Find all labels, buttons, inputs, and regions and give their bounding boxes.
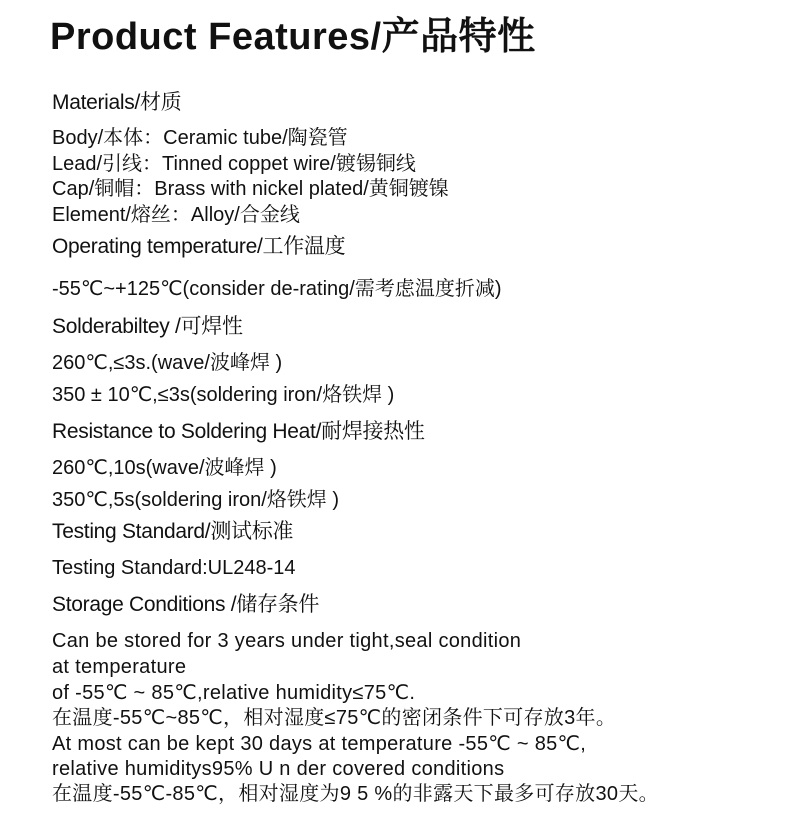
solderability-heading: Solderabiltey /可焊性 (52, 315, 243, 338)
resistance-heading: Resistance to Soldering Heat/耐焊接热性 (52, 420, 425, 443)
storage-line: of -55℃ ~ 85℃,relative humidity≤75℃. (52, 682, 416, 704)
page-title: Product Features/产品特性 (50, 16, 536, 58)
operating-temperature-text: -55℃~+125℃(consider de-rating/需考虑温度折减) (52, 278, 502, 300)
testing-standard-heading: Testing Standard/测试标准 (52, 520, 294, 543)
solderability-iron: 350 ± 10℃,≤3s(soldering iron/烙铁焊 ) (52, 384, 395, 406)
materials-item-cap: Cap/铜帽：Brass with nickel plated/黄铜镀镍 (52, 178, 449, 200)
storage-line: At most can be kept 30 days at temperature -55℃ ~ 85℃, (52, 733, 587, 755)
materials-heading: Materials/材质 (52, 91, 182, 114)
storage-line: Can be stored for 3 years under tight,seal condition (52, 630, 522, 652)
materials-item-lead: Lead/引线：Tinned coppet wire/镀锡铜线 (52, 153, 416, 175)
storage-line: at temperature (52, 656, 187, 678)
storage-line: relative humiditys95% U n der covered conditions (52, 758, 505, 780)
resistance-iron: 350℃,5s(soldering iron/烙铁焊 ) (52, 489, 340, 511)
materials-item-body: Body/本体：Ceramic tube/陶瓷管 (52, 127, 348, 149)
storage-line: 在温度-55℃-85℃，相对湿度为9 5 %的非露天下最多可存放30天。 (52, 783, 659, 805)
resistance-wave: 260℃,10s(wave/波峰焊 ) (52, 457, 277, 479)
storage-line: 在温度-55℃~85℃，相对湿度≤75℃的密闭条件下可存放3年。 (52, 707, 617, 729)
testing-standard-text: Testing Standard:UL248-14 (52, 557, 296, 579)
solderability-wave: 260℃,≤3s.(wave/波峰焊 ) (52, 352, 283, 374)
storage-conditions-heading: Storage Conditions /储存条件 (52, 593, 320, 616)
operating-temperature-heading: Operating temperature/工作温度 (52, 235, 346, 258)
materials-item-element: Element/熔丝：Alloy/合金线 (52, 204, 300, 226)
